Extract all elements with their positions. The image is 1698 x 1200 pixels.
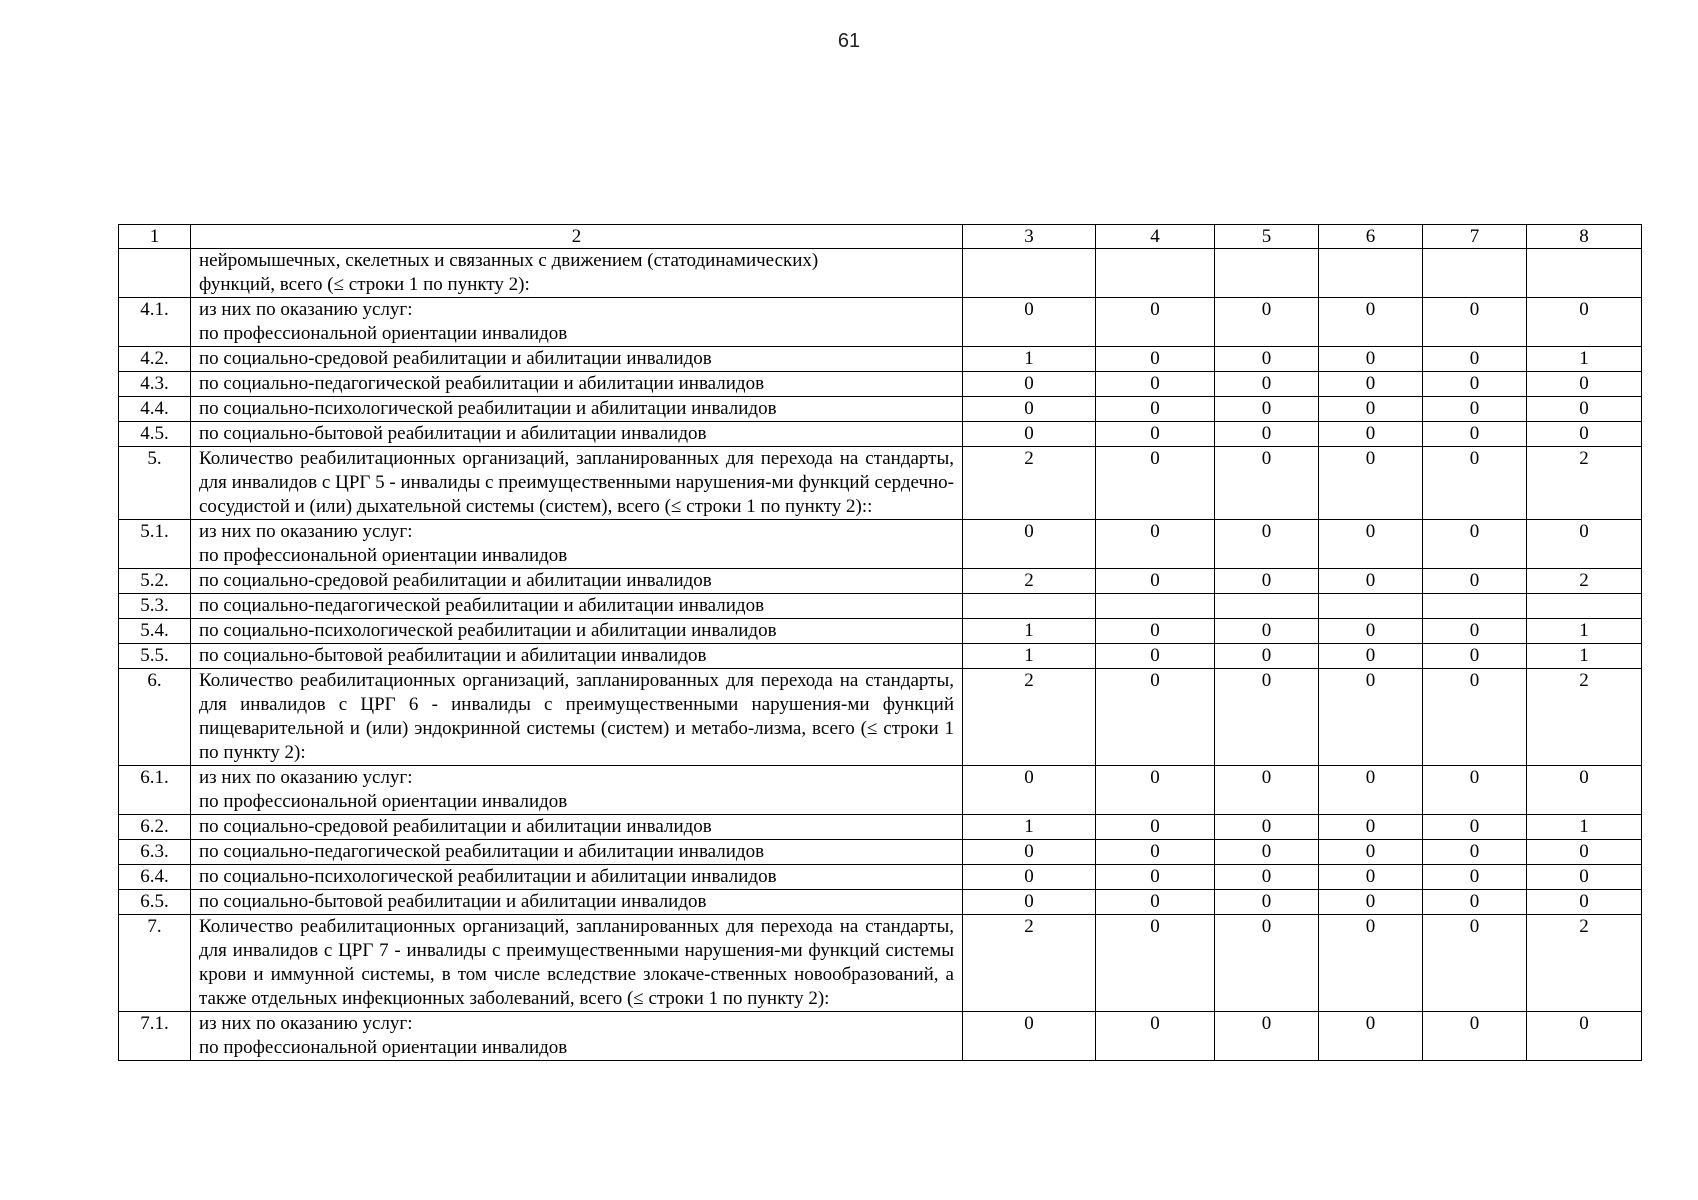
row-number: 5.1. (119, 520, 191, 569)
value-cell: 0 (1423, 520, 1527, 569)
value-cell (1319, 594, 1423, 619)
value-cell: 2 (1527, 447, 1642, 520)
value-cell: 0 (1215, 644, 1319, 669)
value-cell: 0 (1319, 347, 1423, 372)
column-number-row (119, 225, 1642, 249)
table-row (119, 447, 1642, 520)
value-cell: 0 (963, 865, 1096, 890)
value-cell: 0 (963, 520, 1096, 569)
value-cell: 2 (1527, 569, 1642, 594)
value-cell: 0 (1215, 347, 1319, 372)
row-number: 4.5. (119, 422, 191, 447)
value-cell: 2 (963, 915, 1096, 1012)
value-cell: 0 (963, 298, 1096, 347)
value-cell: 0 (1215, 1012, 1319, 1061)
table-row (119, 347, 1642, 372)
value-cell: 0 (1423, 669, 1527, 766)
row-description: по социально-средовой реабилитации и абилитации инвалидов (191, 347, 963, 372)
row-number: 5. (119, 447, 191, 520)
value-cell: 0 (1215, 815, 1319, 840)
value-cell: 0 (1215, 890, 1319, 915)
value-cell: 0 (1096, 915, 1215, 1012)
row-number: 4.2. (119, 347, 191, 372)
row-description: по социально-средовой реабилитации и абилитации инвалидов (191, 815, 963, 840)
value-cell (1096, 594, 1215, 619)
value-cell: 0 (1215, 422, 1319, 447)
row-description: из них по оказанию услуг: по профессиональной ориентации инвалидов (191, 520, 963, 569)
value-cell: 0 (1319, 766, 1423, 815)
row-description: нейромышечных, скелетных и связанных с движением (статодинамических) функций, всего (≤ строки 1 по пункту 2): (191, 249, 963, 298)
value-cell: 0 (1423, 840, 1527, 865)
table-row (119, 890, 1642, 915)
value-cell: 0 (1215, 569, 1319, 594)
value-cell: 0 (963, 422, 1096, 447)
row-number: 6.5. (119, 890, 191, 915)
column-number: 4 (1096, 225, 1215, 249)
value-cell: 0 (1096, 644, 1215, 669)
value-cell: 0 (963, 840, 1096, 865)
value-cell: 0 (1319, 619, 1423, 644)
table-row (119, 372, 1642, 397)
column-number: 6 (1319, 225, 1423, 249)
value-cell: 0 (1096, 397, 1215, 422)
table-row (119, 1012, 1642, 1061)
value-cell: 0 (1319, 372, 1423, 397)
row-description: из них по оказанию услуг: по профессиональной ориентации инвалидов (191, 766, 963, 815)
value-cell: 0 (1423, 890, 1527, 915)
value-cell: 0 (1215, 865, 1319, 890)
value-cell (1423, 249, 1527, 298)
value-cell: 0 (1096, 865, 1215, 890)
row-number: 7. (119, 915, 191, 1012)
row-description: Количество реабилитационных организаций, запланированных для перехода на стандарты, для инвалидов с ЦРГ 7 - инвалиды с преимущественными нарушения-ми функций системы крови и иммунной системы, в том числе вследствие злокаче-ственных новообразований, а также отдельных инфекционных заболеваний, всего (≤ строки 1 по пункту 2): (191, 915, 963, 1012)
table-row (119, 915, 1642, 1012)
value-cell: 0 (963, 372, 1096, 397)
row-number: 5.5. (119, 644, 191, 669)
value-cell: 0 (1319, 397, 1423, 422)
value-cell: 1 (1527, 644, 1642, 669)
row-description: из них по оказанию услуг: по профессиональной ориентации инвалидов (191, 298, 963, 347)
value-cell: 0 (1423, 619, 1527, 644)
row-description: из них по оказанию услуг: по профессиональной ориентации инвалидов (191, 1012, 963, 1061)
value-cell: 0 (963, 397, 1096, 422)
value-cell: 0 (1527, 1012, 1642, 1061)
value-cell: 0 (1319, 644, 1423, 669)
row-number: 6.4. (119, 865, 191, 890)
value-cell: 0 (1423, 347, 1527, 372)
column-number: 3 (963, 225, 1096, 249)
value-cell: 0 (1096, 815, 1215, 840)
table-row (119, 669, 1642, 766)
table-row (119, 520, 1642, 569)
table-body (119, 225, 1642, 1061)
value-cell: 2 (1527, 915, 1642, 1012)
value-cell: 0 (1423, 569, 1527, 594)
row-description: Количество реабилитационных организаций, запланированных для перехода на стандарты, для инвалидов с ЦРГ 6 - инвалиды с преимущественными нарушения-ми функций пищеварительной и (или) эндокринной системы (систем) и метабо-лизма, всего (≤ строки 1 по пункту 2): (191, 669, 963, 766)
row-description: по социально-педагогической реабилитации и абилитации инвалидов (191, 840, 963, 865)
value-cell: 1 (963, 644, 1096, 669)
value-cell: 0 (1319, 890, 1423, 915)
column-number: 2 (191, 225, 963, 249)
value-cell (1096, 249, 1215, 298)
value-cell: 0 (1096, 347, 1215, 372)
value-cell: 0 (1423, 865, 1527, 890)
table-row (119, 594, 1642, 619)
value-cell (1215, 594, 1319, 619)
table-row (119, 840, 1642, 865)
value-cell: 1 (1527, 347, 1642, 372)
value-cell (1215, 249, 1319, 298)
value-cell: 1 (1527, 619, 1642, 644)
row-description: по социально-бытовой реабилитации и абилитации инвалидов (191, 422, 963, 447)
value-cell: 0 (1423, 1012, 1527, 1061)
value-cell (963, 249, 1096, 298)
value-cell: 0 (1215, 372, 1319, 397)
row-number (119, 249, 191, 298)
value-cell: 0 (1215, 669, 1319, 766)
value-cell: 0 (1215, 915, 1319, 1012)
value-cell: 0 (1527, 766, 1642, 815)
value-cell: 0 (1319, 298, 1423, 347)
table-row (119, 815, 1642, 840)
row-number: 6.3. (119, 840, 191, 865)
value-cell: 0 (1423, 298, 1527, 347)
value-cell: 0 (1319, 447, 1423, 520)
value-cell: 0 (1215, 520, 1319, 569)
value-cell: 1 (963, 815, 1096, 840)
row-number: 6.1. (119, 766, 191, 815)
value-cell: 0 (1527, 865, 1642, 890)
value-cell: 0 (963, 1012, 1096, 1061)
value-cell: 0 (1527, 520, 1642, 569)
value-cell: 0 (1319, 840, 1423, 865)
value-cell: 0 (1423, 422, 1527, 447)
column-number: 1 (119, 225, 191, 249)
value-cell (1527, 249, 1642, 298)
value-cell: 0 (1319, 422, 1423, 447)
value-cell: 0 (1215, 619, 1319, 644)
report-table (118, 224, 1642, 1061)
row-description: по социально-средовой реабилитации и абилитации инвалидов (191, 569, 963, 594)
column-number: 5 (1215, 225, 1319, 249)
table-row (119, 422, 1642, 447)
value-cell: 0 (1527, 840, 1642, 865)
table-row (119, 644, 1642, 669)
value-cell: 0 (1423, 766, 1527, 815)
value-cell: 0 (1215, 298, 1319, 347)
value-cell: 0 (1215, 766, 1319, 815)
row-number: 5.4. (119, 619, 191, 644)
page-number: 61 (837, 30, 861, 52)
value-cell (1319, 249, 1423, 298)
value-cell: 2 (1527, 669, 1642, 766)
row-description: по социально-психологической реабилитации и абилитации инвалидов (191, 865, 963, 890)
column-number: 7 (1423, 225, 1527, 249)
table-row (119, 865, 1642, 890)
value-cell: 2 (963, 669, 1096, 766)
value-cell: 0 (1527, 298, 1642, 347)
value-cell: 0 (1527, 397, 1642, 422)
value-cell: 0 (1423, 815, 1527, 840)
value-cell: 2 (963, 569, 1096, 594)
row-number: 6.2. (119, 815, 191, 840)
value-cell (1423, 594, 1527, 619)
value-cell: 0 (1096, 447, 1215, 520)
value-cell: 0 (1319, 569, 1423, 594)
value-cell: 0 (1319, 815, 1423, 840)
row-number: 7.1. (119, 1012, 191, 1061)
value-cell: 0 (1319, 865, 1423, 890)
value-cell: 0 (1215, 397, 1319, 422)
value-cell: 0 (1096, 766, 1215, 815)
row-number: 5.3. (119, 594, 191, 619)
table-row (119, 397, 1642, 422)
value-cell: 0 (1423, 644, 1527, 669)
value-cell: 0 (1096, 422, 1215, 447)
value-cell: 2 (963, 447, 1096, 520)
value-cell: 0 (1096, 520, 1215, 569)
value-cell: 0 (1527, 422, 1642, 447)
row-number: 4.3. (119, 372, 191, 397)
value-cell: 0 (1423, 397, 1527, 422)
value-cell: 0 (1096, 372, 1215, 397)
value-cell: 1 (963, 347, 1096, 372)
table-row (119, 619, 1642, 644)
value-cell: 0 (963, 766, 1096, 815)
row-description: по социально-педагогической реабилитации и абилитации инвалидов (191, 372, 963, 397)
value-cell: 0 (1527, 372, 1642, 397)
value-cell: 0 (1527, 890, 1642, 915)
value-cell: 0 (1423, 372, 1527, 397)
value-cell: 0 (1096, 1012, 1215, 1061)
value-cell: 0 (963, 890, 1096, 915)
value-cell (963, 594, 1096, 619)
value-cell: 0 (1319, 520, 1423, 569)
value-cell: 0 (1423, 915, 1527, 1012)
row-description: по социально-бытовой реабилитации и абилитации инвалидов (191, 890, 963, 915)
value-cell: 1 (1527, 815, 1642, 840)
value-cell: 0 (1423, 447, 1527, 520)
value-cell: 0 (1319, 915, 1423, 1012)
column-number: 8 (1527, 225, 1642, 249)
value-cell: 1 (963, 619, 1096, 644)
value-cell: 0 (1096, 840, 1215, 865)
value-cell: 0 (1096, 669, 1215, 766)
table-row (119, 766, 1642, 815)
row-number: 4.4. (119, 397, 191, 422)
row-description: по социально-психологической реабилитации и абилитации инвалидов (191, 397, 963, 422)
row-description: по социально-психологической реабилитации и абилитации инвалидов (191, 619, 963, 644)
row-description: Количество реабилитационных организаций, запланированных для перехода на стандарты, для инвалидов с ЦРГ 5 - инвалиды с преимущественными нарушения-ми функций сердечно-сосудистой и (или) дыхательной системы (систем), всего (≤ строки 1 по пункту 2):: (191, 447, 963, 520)
row-description: по социально-педагогической реабилитации и абилитации инвалидов (191, 594, 963, 619)
value-cell: 0 (1096, 298, 1215, 347)
row-description: по социально-бытовой реабилитации и абилитации инвалидов (191, 644, 963, 669)
value-cell: 0 (1215, 447, 1319, 520)
row-number: 4.1. (119, 298, 191, 347)
value-cell: 0 (1215, 840, 1319, 865)
row-number: 6. (119, 669, 191, 766)
table-row (119, 298, 1642, 347)
table-row (119, 569, 1642, 594)
value-cell: 0 (1096, 890, 1215, 915)
table-row (119, 249, 1642, 298)
value-cell: 0 (1096, 569, 1215, 594)
value-cell: 0 (1319, 1012, 1423, 1061)
value-cell: 0 (1096, 619, 1215, 644)
value-cell: 0 (1319, 669, 1423, 766)
value-cell (1527, 594, 1642, 619)
row-number: 5.2. (119, 569, 191, 594)
